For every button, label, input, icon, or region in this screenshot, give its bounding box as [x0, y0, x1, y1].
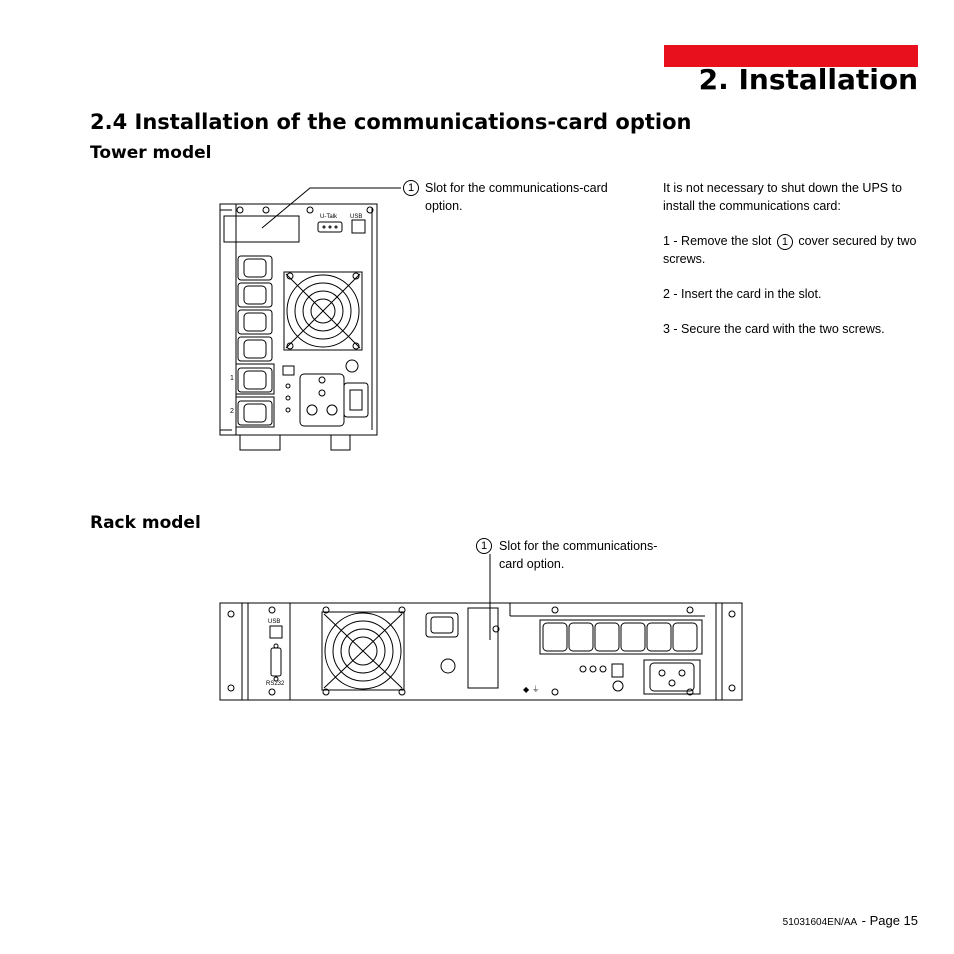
rack-ups-rear-illustration — [200, 540, 750, 705]
breaker-icon — [441, 659, 455, 673]
outlet-group — [238, 256, 272, 361]
tower-callout-number: 1 — [403, 180, 419, 196]
usb-port-icon — [352, 220, 365, 233]
power-inlet — [344, 383, 368, 417]
serial-port-icon — [271, 648, 281, 676]
svg-text:USB: USB — [350, 214, 363, 220]
document-code: 51031604EN/AA — [782, 917, 858, 928]
breaker-icon — [346, 360, 358, 372]
step1-text-after: cover secured by two screws. — [663, 234, 917, 266]
step1-text-before: 1 - Remove the slot — [663, 234, 772, 248]
screw-icon — [613, 681, 623, 691]
svg-text:2: 2 — [230, 408, 234, 415]
tower-model-heading: Tower model — [90, 143, 212, 163]
svg-text:RS232: RS232 — [266, 681, 285, 687]
instruction-step-1 — [663, 232, 923, 268]
fan-icon — [284, 272, 362, 350]
rack-callout-number: 1 — [476, 538, 492, 554]
section-title: 2.4 Installation of the communications-card option — [90, 110, 692, 134]
instruction-step-2: 2 - Insert the card in the slot. — [663, 287, 822, 301]
screw-icon — [263, 207, 269, 213]
outlet — [238, 401, 272, 425]
fan-icon — [322, 612, 404, 690]
svg-text:U-Talk: U-Talk — [320, 214, 338, 220]
svg-text:◆ ⏚: ◆ ⏚ — [523, 685, 540, 694]
screw-icon — [237, 207, 243, 213]
outlet — [238, 368, 272, 392]
indicator — [612, 664, 623, 677]
comm-card-slot — [224, 216, 299, 242]
outlet-group — [540, 620, 702, 654]
serial-port-icon — [318, 222, 342, 232]
svg-text:1: 1 — [230, 375, 234, 382]
comm-card-slot — [468, 608, 498, 688]
usb-port-icon — [270, 626, 282, 638]
screw-icon — [307, 207, 313, 213]
indicator — [283, 366, 294, 375]
step1-slot-number: 1 — [777, 234, 793, 250]
rack-model-heading: Rack model — [90, 513, 201, 533]
page-footer — [783, 912, 918, 930]
page-number: - Page 15 — [861, 913, 918, 928]
tower-ups-rear-illustration — [200, 180, 430, 452]
instructions — [663, 179, 923, 355]
svg-text:USB: USB — [268, 619, 281, 625]
instruction-step-3: 3 - Secure the card with the two screws. — [663, 322, 885, 336]
instructions-intro: It is not necessary to shut down the UPS to install the communications card: — [663, 181, 903, 213]
tower-callout-text: Slot for the communications-card option. — [425, 181, 608, 213]
rack-callout-text: Slot for the communications-card option. — [499, 539, 658, 571]
chapter-title: 2. Installation — [698, 63, 918, 96]
output-socket — [300, 374, 344, 426]
